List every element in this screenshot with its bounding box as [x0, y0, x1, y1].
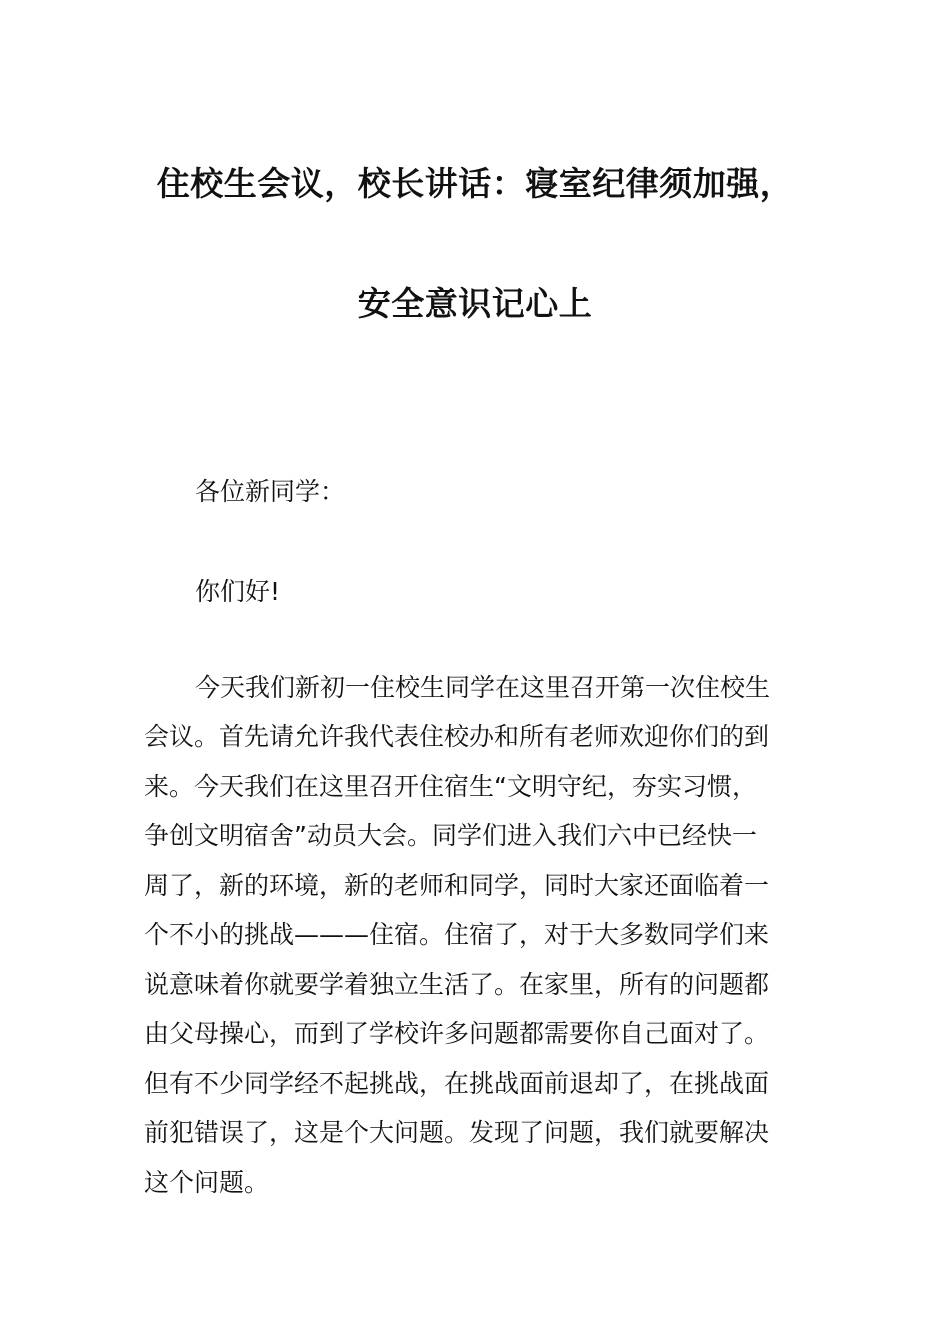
paragraph-line: 会议。首先请允许我代表住校办和所有老师欢迎你们的到: [144, 722, 770, 751]
paragraph-line: 今天我们新初一住校生同学在这里召开第一次住校生: [195, 673, 771, 702]
salutation: 各位新同学：: [195, 477, 346, 506]
paragraph-line: 争创文明宿舍”动员大会。同学们进入我们六中已经快一: [144, 821, 757, 850]
document-title-line-1: 住校生会议，校长讲话：寝室纪律须加强，: [156, 164, 794, 203]
paragraph-line: 由父母操心，而到了学校许多问题都需要你自己面对了。: [144, 1019, 770, 1048]
paragraph-line: 前犯错误了，这是个大问题。发现了问题，我们就要解决: [144, 1118, 770, 1147]
paragraph-line: 这个问题。: [144, 1168, 270, 1197]
paragraph-line: 说意味着你就要学着独立生活了。在家里，所有的问题都: [144, 970, 770, 999]
greeting: 你们好!: [195, 577, 281, 606]
paragraph-line: 来。今天我们在这里召开住宿生“文明守纪，夯实习惯，: [144, 772, 757, 801]
paragraph-line: 周了，新的环境，新的老师和同学，同时大家还面临着一: [144, 871, 770, 900]
document-title-line-2: 安全意识记心上: [357, 284, 593, 323]
paragraph-line: 个不小的挑战———住宿。住宿了，对于大多数同学们来: [144, 920, 770, 949]
paragraph-line: 但有不少同学经不起挑战，在挑战面前退却了，在挑战面: [144, 1069, 770, 1098]
